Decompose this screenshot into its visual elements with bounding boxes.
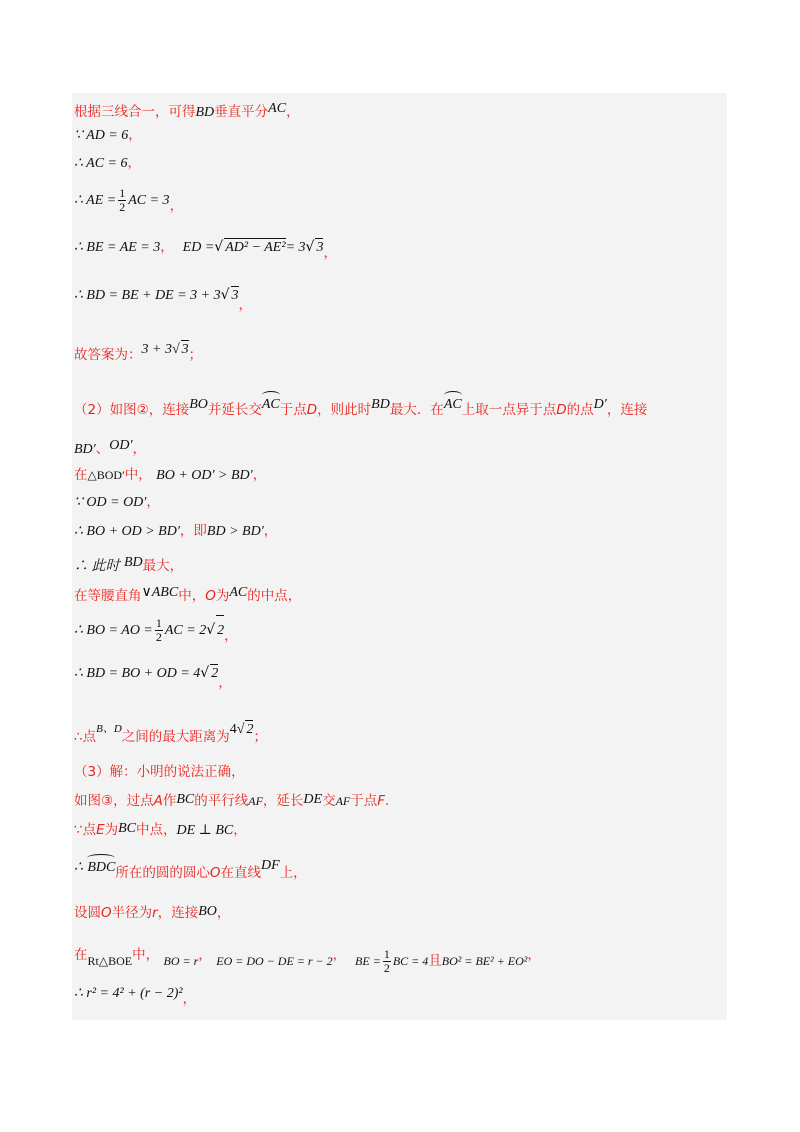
line-10: 在△BOD′中， BO + OD′ > BD′， <box>74 467 267 483</box>
line-1: 根据三线合一，可得BD垂直平分AC， <box>74 101 300 120</box>
line-20: ∵点E为BC中点，DE ⊥ BC， <box>74 821 247 838</box>
line-12: ∴ BO + OD > BD′，即BD > BD′， <box>74 523 278 539</box>
line-15: ∴ BO = AO = $\frac{1}{2}$ AC = 2√ 2， <box>74 615 238 644</box>
line-8: （2）如图②，连接BO并延长交AC于点D，则此时BD最大．在AC上取一点异于点D的点D′，连接 <box>74 397 648 418</box>
line-9: BD′、OD′， <box>74 438 147 457</box>
line-16: ∴ BD = BO + OD = 4√ 2， <box>74 665 232 691</box>
line-17: ∴点$^{B、D}$之间的最大距离为4√ 2； <box>74 722 267 745</box>
fraction-half: $\frac{1}{2}$ <box>155 615 162 644</box>
line-11: ∵ OD = OD′， <box>74 494 160 510</box>
line-6: ∴ BD = BE + DE = 3 + 3√ 3， <box>74 287 253 313</box>
line-22: 设圆O半径为r，连接BO， <box>74 904 231 921</box>
line-24: ∴ r² = 4² + (r − 2)²， <box>74 986 197 1007</box>
line-5: ∴ BE = AE = 3， ED =√ AD² − AE²= 3√ 3， <box>74 239 337 261</box>
line-3: ∴ AC = 6， <box>74 155 141 171</box>
line-23: 在Rt△BOE中， BO = r， EO = DO − DE = r − 2， BE = $\frac{1}{2}$ BC = 4且BO² = BE² + EO²， <box>74 946 541 975</box>
line-13: ∴ 此时 BD最大， <box>74 555 184 574</box>
line-18: （3）解：小明的说法正确， <box>74 764 245 780</box>
line-2: ∵ AD = 6， <box>74 127 142 143</box>
fraction-half: $\frac{1}{2}$ <box>383 946 390 975</box>
line-21: ∴ BDC所在的圆的圆心O在直线DF上， <box>74 858 307 881</box>
line-7: 故答案为：3 + 3√ 3； <box>74 342 203 363</box>
line-14: 在等腰直角∨ABC中，O为AC的中点， <box>74 585 302 604</box>
line-4: ∴ AE = $\frac{1}{2}$ AC = 3， <box>74 185 184 214</box>
fraction-half: $\frac{1}{2}$ <box>119 185 126 214</box>
line-19: 如图③，过点A作BC的平行线AF，延长DE交AF于点F. <box>74 792 390 809</box>
